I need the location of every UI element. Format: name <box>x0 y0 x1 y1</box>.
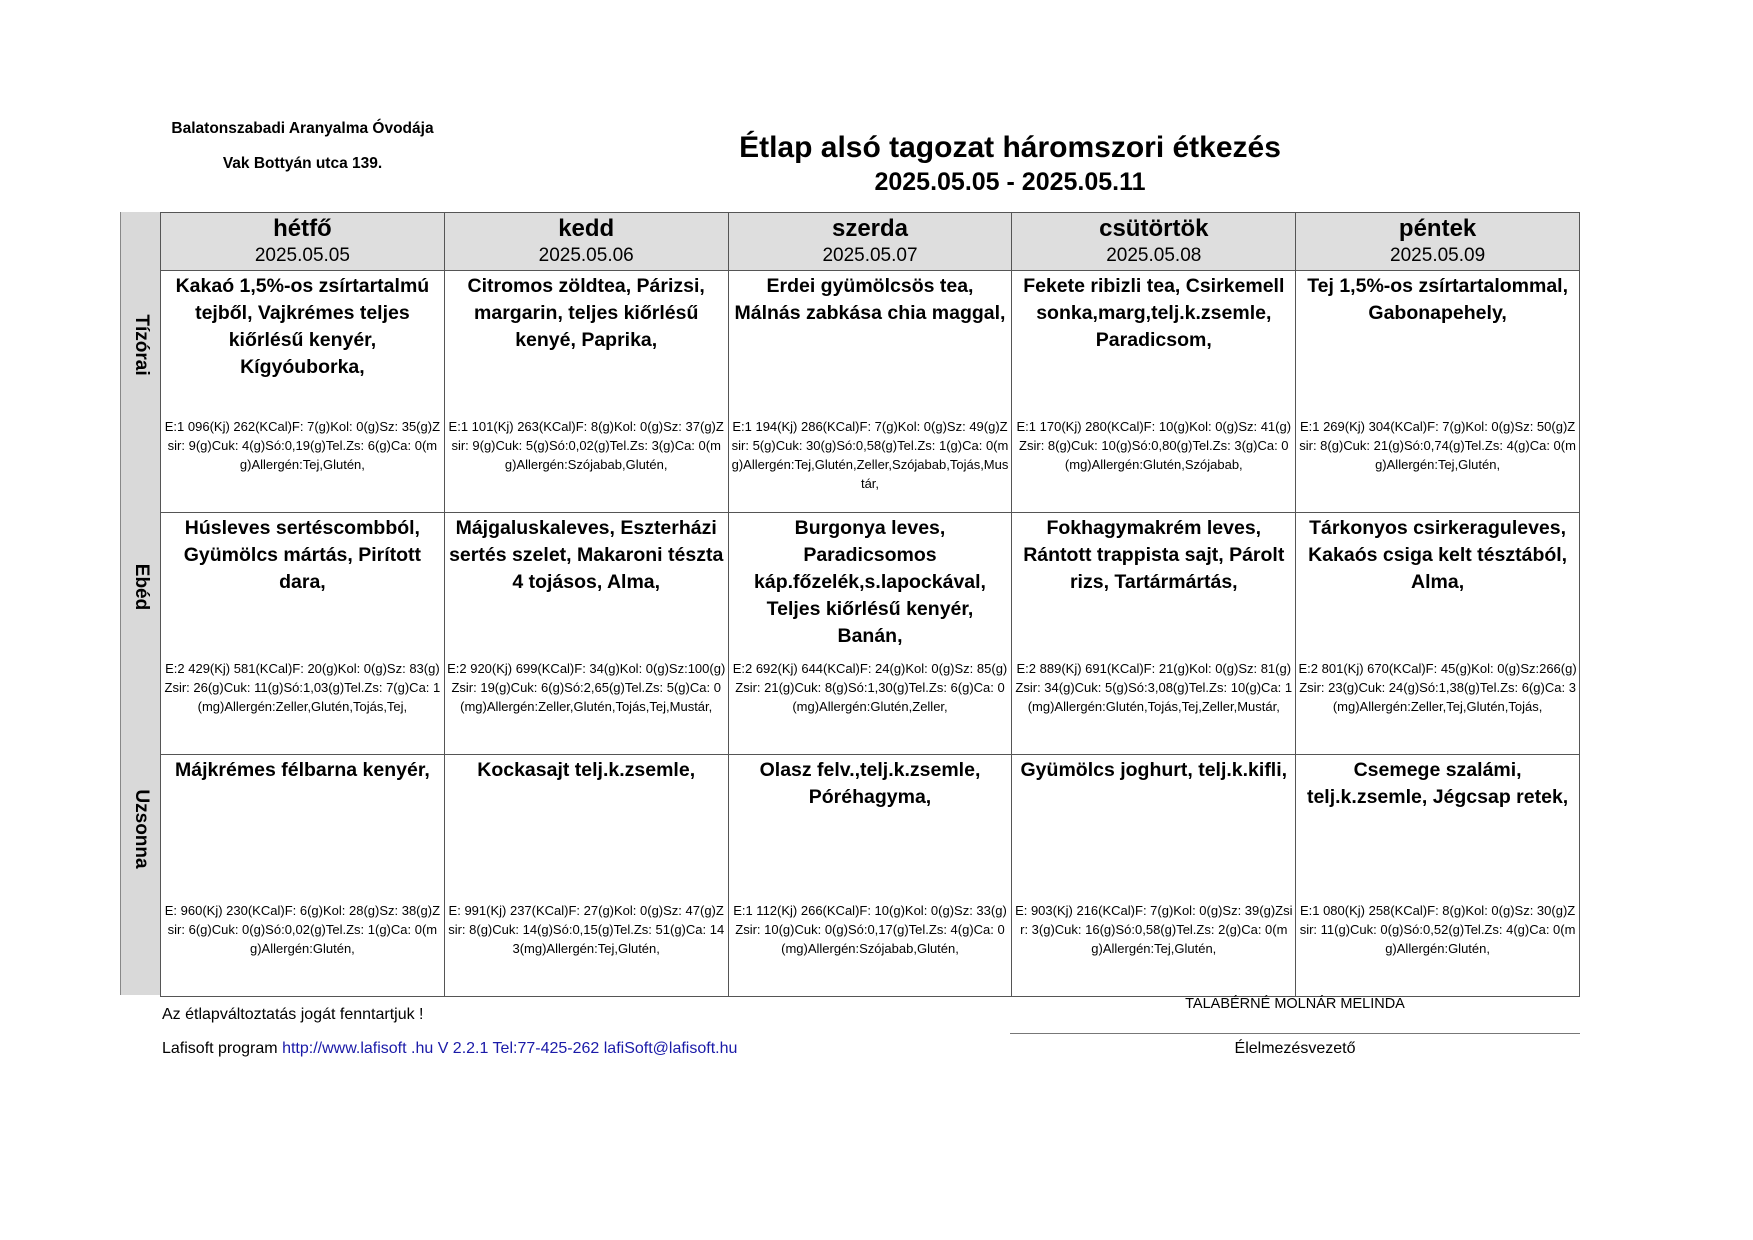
menu-period: 2025.05.05 - 2025.05.11 <box>874 168 1146 196</box>
nutrition-info: E:1 101(Kj) 263(KCal)F: 8(g)Kol: 0(g)Sz: 37(g)Zsir: 9(g)Cuk: 5(g)Só:0,02(g)Tel.Zs: 3(g)Ca: 0(mg)Allergén:Szójabab,Glutén, <box>448 419 724 472</box>
nutrition-info: E:1 194(Kj) 286(KCal)F: 7(g)Kol: 0(g)Sz: 49(g)Zsir: 5(g)Cuk: 30(g)Só:0,58(g)Tel.Zs: 1(g)Ca: 0(mg)Allergén:Tej,Glutén,Zeller,Szójabab,Tojás,Mustár, <box>731 419 1009 491</box>
meal-description: Májkrémes félbarna kenyér, <box>175 759 430 781</box>
meal-description: Gyümölcs joghurt, telj.k.kifli, <box>1020 759 1288 781</box>
menu-cell <box>444 271 728 513</box>
nutrition-info: E: 960(Kj) 230(KCal)F: 6(g)Kol: 28(g)Sz: 38(g)Zsir: 6(g)Cuk: 0(g)Só:0,02(g)Tel.Zs: 1(g)Ca: 0(mg)Allergén:Glutén, <box>164 903 441 956</box>
meal-description: Fekete ribizli tea, Csirkemell sonka,marg,telj.k.zsemle, Paradicsom, <box>1023 275 1285 351</box>
nutrition-info: E:1 269(Kj) 304(KCal)F: 7(g)Kol: 0(g)Sz: 50(g)Zsir: 8(g)Cuk: 21(g)Só:0,74(g)Tel.Zs: 4(g)Ca: 0(mg)Allergén:Tej,Glutén, <box>1299 419 1576 472</box>
menu-cell <box>444 755 728 997</box>
day-date: 2025.05.06 <box>538 245 634 266</box>
meal-description: Húsleves sertéscombból, Gyümölcs mártás, Pirított dara, <box>183 517 422 593</box>
meal-label: Ebéd <box>131 563 152 611</box>
day-name: hétfő <box>273 215 332 242</box>
day-name: péntek <box>1398 215 1477 242</box>
meal-row-lunch <box>161 513 1580 755</box>
nutrition-info: E:2 429(Kj) 581(KCal)F: 20(g)Kol: 0(g)Sz: 83(g)Zsir: 26(g)Cuk: 11(g)Só:1,03(g)Tel.Zs: 7(g)Ca: 1(mg)Allergén:Zeller,Glutén,Tojás,Tej, <box>164 661 441 714</box>
meal-description: Fokhagymakrém leves, Rántott trappista sajt, Párolt rizs, Tartármártás, <box>1023 517 1285 593</box>
institution-block <box>170 118 435 174</box>
menu-title: Étlap alsó tagozat háromszori étkezés <box>739 131 1281 164</box>
day-date: 2025.05.09 <box>1390 245 1486 266</box>
meal-label: Tízórai <box>131 314 152 376</box>
meal-row-afternoon <box>161 755 1580 997</box>
menu-cell <box>1012 755 1296 997</box>
program-name: Lafisoft program <box>162 1040 278 1057</box>
nutrition-info: E:1 112(Kj) 266(KCal)F: 10(g)Kol: 0(g)Sz: 33(g)Zsir: 10(g)Cuk: 0(g)Só:0,17(g)Tel.Zs: 4(g)Ca: 0(mg)Allergén:Szójabab,Glutén, <box>733 903 1007 956</box>
day-header <box>444 213 728 271</box>
nutrition-info: E:2 801(Kj) 670(KCal)F: 45(g)Kol: 0(g)Sz:266(g)Zsir: 23(g)Cuk: 24(g)Só:1,38(g)Tel.Zs: 6(g)Ca: 3(mg)Allergén:Zeller,Tej,Glutén,Tojás, <box>1298 661 1577 714</box>
signature-line <box>1010 1033 1580 1034</box>
nutrition-info: E:1 096(Kj) 262(KCal)F: 7(g)Kol: 0(g)Sz: 35(g)Zsir: 9(g)Cuk: 4(g)Só:0,19(g)Tel.Zs: 6(g)Ca: 0(mg)Allergén:Tej,Glutén, <box>164 419 441 472</box>
corner-cell <box>120 212 161 270</box>
program-link[interactable]: http://www.lafisoft .hu V 2.2.1 Tel:77-425-262 lafiSoft@lafisoft.hu <box>282 1040 738 1057</box>
menu-cell <box>161 271 445 513</box>
menu-cell <box>728 755 1012 997</box>
nutrition-info: E: 991(Kj) 237(KCal)F: 27(g)Kol: 0(g)Sz: 47(g)Zsir: 8(g)Cuk: 14(g)Só:0,15(g)Tel.Zs: 51(g)Ca: 143(mg)Allergén:Tej,Glutén, <box>448 903 725 956</box>
meal-label-cell-lunch <box>120 512 161 754</box>
menu-cell <box>1296 513 1580 755</box>
day-header-row <box>161 213 1580 271</box>
menu-cell <box>161 755 445 997</box>
meal-description: Citromos zöldtea, Párizsi, margarin, teljes kiőrlésű kenyé, Paprika, <box>467 275 705 351</box>
program-credit <box>162 1040 737 1058</box>
meal-description: Tej 1,5%-os zsírtartalommal, Gabonapehely, <box>1307 275 1568 324</box>
nutrition-info: E:2 920(Kj) 699(KCal)F: 34(g)Kol: 0(g)Sz:100(g)Zsir: 19(g)Cuk: 6(g)Só:2,65(g)Tel.Zs: 5(g)Ca: 0(mg)Allergén:Zeller,Glutén,Tojás,Tej,Mustár, <box>447 661 726 714</box>
meal-row-morning <box>161 271 1580 513</box>
meal-description: Burgonya leves, Paradicsomos káp.főzelék,s.lapockával, Teljes kiőrlésű kenyér, Banán, <box>754 517 986 647</box>
meal-description: Csemege szalámi, telj.k.zsemle, Jégcsap retek, <box>1306 759 1569 808</box>
day-name: csütörtök <box>1099 215 1209 242</box>
day-name: szerda <box>831 215 909 242</box>
day-date: 2025.05.07 <box>822 245 918 266</box>
day-header <box>161 213 445 271</box>
institution-name: Balatonszabadi Aranyalma Óvodája <box>171 120 434 137</box>
meal-description: Májgaluskaleves, Eszterházi sertés szelet, Makaroni tészta 4 tojásos, Alma, <box>449 517 724 593</box>
day-name: kedd <box>558 215 615 242</box>
meal-label-cell-morning <box>120 270 161 512</box>
day-header <box>1296 213 1580 271</box>
nutrition-info: E:1 080(Kj) 258(KCal)F: 8(g)Kol: 0(g)Sz: 30(g)Zsir: 11(g)Cuk: 0(g)Só:0,52(g)Tel.Zs: 4(g)Ca: 0(mg)Allergén:Glutén, <box>1299 903 1576 956</box>
change-notice: Az étlapváltoztatás jogát fenntartjuk ! <box>162 1006 424 1023</box>
menu-cell <box>728 271 1012 513</box>
day-date: 2025.05.08 <box>1106 245 1202 266</box>
signer-role: Élelmezésvezető <box>1234 1040 1356 1057</box>
menu-cell <box>1012 271 1296 513</box>
menu-cell <box>728 513 1012 755</box>
menu-cell <box>444 513 728 755</box>
nutrition-info: E:2 889(Kj) 691(KCal)F: 21(g)Kol: 0(g)Sz: 81(g)Zsir: 34(g)Cuk: 5(g)Só:3,08(g)Tel.Zs: 10(g)Ca: 1(mg)Allergén:Glutén,Tojás,Tej,Zeller,Mustár, <box>1015 661 1293 714</box>
meal-description: Kockasajt telj.k.zsemle, <box>477 759 696 781</box>
meal-label: Uzsonna <box>131 789 152 869</box>
meal-label-cell-afternoon <box>120 754 161 995</box>
nutrition-info: E: 903(Kj) 216(KCal)F: 7(g)Kol: 0(g)Sz: 39(g)Zsir: 3(g)Cuk: 16(g)Só:0,58(g)Tel.Zs: 2(g)Ca: 0(mg)Allergén:Tej,Glutén, <box>1015 903 1293 956</box>
nutrition-info: E:2 692(Kj) 644(KCal)F: 24(g)Kol: 0(g)Sz: 85(g)Zsir: 21(g)Cuk: 8(g)Só:1,30(g)Tel.Zs: 6(g)Ca: 0(mg)Allergén:Glutén,Zeller, <box>732 661 1008 714</box>
signer-name: TALABÉRNÉ MOLNÁR MELINDA <box>1185 996 1405 1012</box>
menu-cell <box>1012 513 1296 755</box>
menu-cell <box>1296 755 1580 997</box>
meal-description: Olasz felv.,telj.k.zsemle, Póréhagyma, <box>759 759 981 808</box>
menu-cell <box>1296 271 1580 513</box>
menu-table <box>160 212 1580 997</box>
menu-cell <box>161 513 445 755</box>
nutrition-info: E:1 170(Kj) 280(KCal)F: 10(g)Kol: 0(g)Sz: 41(g)Zsir: 8(g)Cuk: 10(g)Só:0,80(g)Tel.Zs: 3(g)Ca: 0(mg)Allergén:Glutén,Szójabab, <box>1016 419 1292 472</box>
menu-header <box>620 130 1400 198</box>
meal-description: Kakaó 1,5%-os zsírtartalmú tejből, Vajkrémes teljes kiőrlésű kenyér, Kígyóuborka, <box>175 275 430 378</box>
day-header <box>1012 213 1296 271</box>
menu-grid <box>120 212 1580 995</box>
day-header <box>728 213 1012 271</box>
day-date: 2025.05.05 <box>254 245 350 266</box>
meal-description: Tárkonyos csirkeraguleves, Kakaós csiga kelt tésztából, Alma, <box>1308 517 1568 593</box>
institution-address: Vak Bottyán utca 139. <box>222 155 383 172</box>
meal-description: Erdei gyümölcsös tea, Málnás zabkása chia maggal, <box>734 275 1006 324</box>
